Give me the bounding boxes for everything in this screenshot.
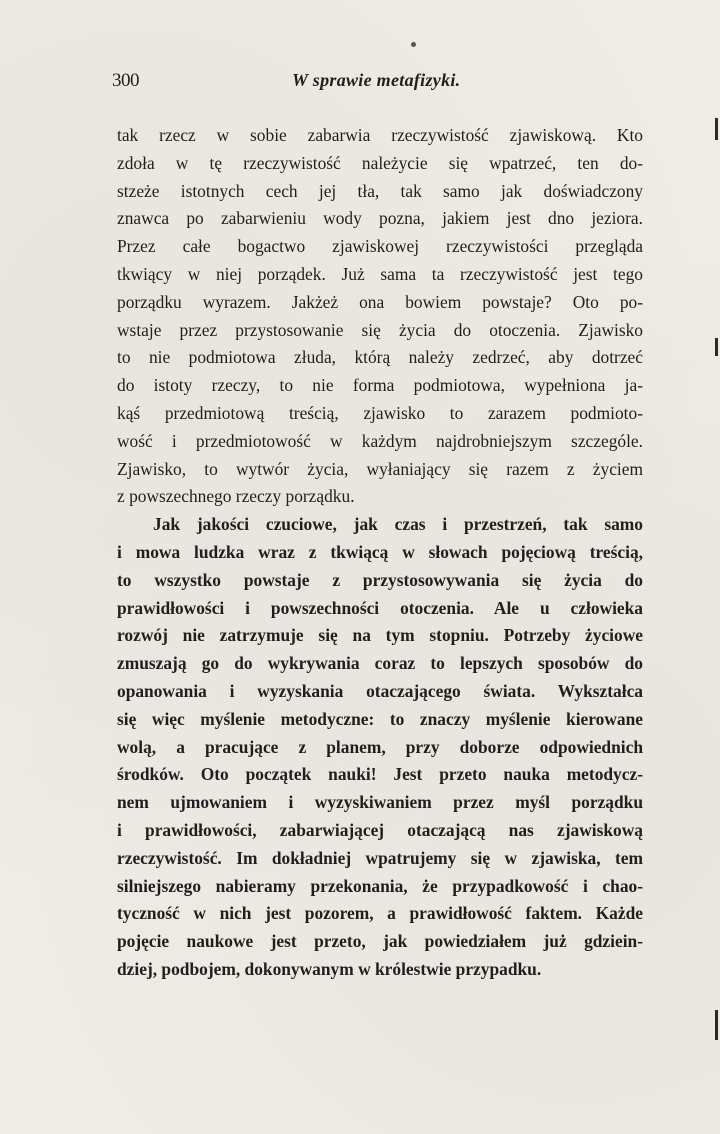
text-line: tkwiący w niej porządek. Już sama ta rzeczywistość jest tego: [117, 263, 643, 284]
text-line: Przez całe bogactwo zjawiskowej rzeczywistości przegląda: [117, 236, 643, 257]
text-line: kąś przedmiotową treścią, zjawisko to zarazem podmioto-: [117, 402, 643, 423]
paragraph: [117, 511, 643, 984]
text-line: i mowa ludzka wraz z tkwiącą w słowach pojęciową treścią,: [117, 541, 643, 562]
text-line: i prawidłowości, zabarwiającej otaczającą nas zjawiskową: [117, 819, 643, 840]
body-text: [117, 122, 643, 984]
text-line: to nie podmiotowa złuda, którą należy zedrzeć, aby dotrzeć: [117, 347, 643, 368]
text-line: zmuszają go do wykrywania coraz to lepszych sposobów do: [117, 653, 643, 674]
text-line: prawidłowości i powszechności otoczenia. Ale u człowieka: [117, 597, 643, 618]
text-line: nem ujmowaniem i wyzyskiwaniem przez myśl porządku: [117, 792, 643, 813]
running-title: W sprawie metafizyki.: [292, 70, 461, 90]
page-number: 300: [112, 70, 139, 91]
text-line: środków. Oto początek nauki! Jest przeto nauka metodycz-: [117, 764, 643, 785]
text-line: pojęcie naukowe jest przeto, jak powiedziałem już gdziein-: [117, 931, 643, 952]
text-line: Jak jakości czuciowe, jak czas i przestrzeń, tak samo: [153, 514, 643, 535]
page-edge-mark: [715, 338, 718, 356]
text-line: znawca po zabarwieniu wody pozna, jakiem jest dno jeziora.: [117, 208, 643, 229]
text-line: wstaje przez przystosowanie się życia do otoczenia. Zjawisko: [117, 319, 643, 340]
text-line: z powszechnego rzeczy porządku.: [117, 486, 355, 507]
text-line: do istoty rzeczy, to nie forma podmiotowa, wypełniona ja-: [117, 375, 643, 396]
paragraph: [117, 122, 643, 511]
text-line: opanowania i wyzyskania otaczającego świata. Wykształca: [117, 680, 643, 701]
text-line: wolą, a pracujące z planem, przy doborze odpowiednich: [117, 736, 643, 757]
text-line: rozwój nie zatrzymuje się na tym stopniu. Potrzeby życiowe: [117, 625, 643, 646]
text-line: stzeże istotnych cech jej tła, tak samo jak doświadczony: [117, 180, 643, 201]
text-line: się więc myślenie metodyczne: to znaczy myślenie kierowane: [117, 708, 643, 729]
text-line: porządku wyrazem. Jakżeż ona bowiem powstaje? Oto po-: [117, 291, 643, 312]
text-line: silniejszego nabieramy przekonania, że przypadkowość i chao-: [117, 875, 643, 896]
text-line: to wszystko powstaje z przystosowywania się życia do: [117, 569, 643, 590]
text-line: Zjawisko, to wytwór życia, wyłaniający się razem z życiem: [117, 458, 643, 479]
page-edge-mark: [715, 1010, 718, 1040]
text-line: tak rzecz w sobie zabarwia rzeczywistość zjawiskową. Kto: [117, 125, 643, 145]
text-line: zdoła w tę rzeczywistość należycie się wpatrzeć, ten do-: [117, 152, 643, 173]
ink-speck: [411, 42, 416, 47]
page-edge-mark: [715, 118, 718, 140]
text-line: wość i przedmiotowość w każdym najdrobniejszym szczególe.: [117, 430, 643, 451]
page-header: [112, 70, 642, 100]
text-line: dziej, podbojem, dokonywanym w królestwie przypadku.: [117, 958, 542, 979]
text-line: tyczność w nich jest pozorem, a prawidłowość faktem. Każde: [117, 903, 643, 924]
text-line: rzeczywistość. Im dokładniej wpatrujemy się w zjawiska, tem: [117, 847, 643, 868]
